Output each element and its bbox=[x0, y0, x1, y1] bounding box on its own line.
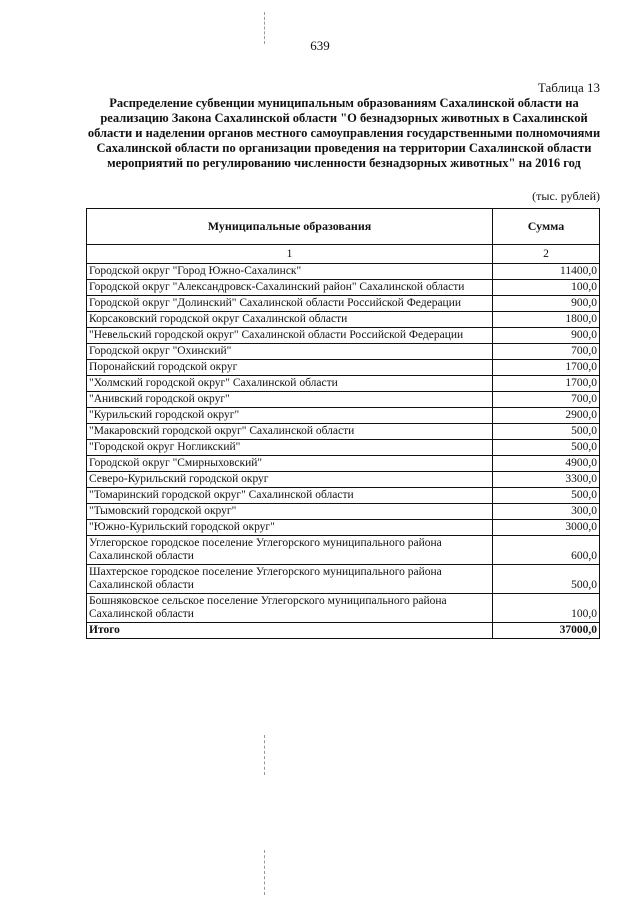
subsidy-amount: 1800,0 bbox=[493, 312, 600, 328]
table-row bbox=[87, 520, 600, 536]
municipality-name: Городской округ "Долинский" Сахалинской области Российской Федерации bbox=[87, 296, 493, 312]
subsidy-amount: 500,0 bbox=[493, 565, 600, 594]
total-label: Итого bbox=[87, 623, 493, 639]
table-row bbox=[87, 594, 600, 623]
page-number: 639 bbox=[310, 38, 330, 53]
municipality-name: Городской округ "Охинский" bbox=[87, 344, 493, 360]
table-row bbox=[87, 424, 600, 440]
subsidy-amount: 4900,0 bbox=[493, 456, 600, 472]
municipality-name: Корсаковский городской округ Сахалинской области bbox=[87, 312, 493, 328]
subsidy-amount: 300,0 bbox=[493, 504, 600, 520]
table-row bbox=[87, 536, 600, 565]
subsidy-amount: 1700,0 bbox=[493, 376, 600, 392]
subsidy-amount: 900,0 bbox=[493, 328, 600, 344]
municipality-name: Городской округ "Смирныховский" bbox=[87, 456, 493, 472]
table-label: Таблица 13 bbox=[537, 80, 600, 95]
subsidy-amount: 3300,0 bbox=[493, 472, 600, 488]
table-row bbox=[87, 456, 600, 472]
municipality-name: "Городской округ Ногликский" bbox=[87, 440, 493, 456]
subsidy-amount: 500,0 bbox=[493, 424, 600, 440]
table-row bbox=[87, 376, 600, 392]
subsidy-amount: 700,0 bbox=[493, 392, 600, 408]
municipality-name: Шахтерское городское поселение Углегорского муниципального района Сахалинской области bbox=[87, 565, 493, 594]
header-amount: Сумма bbox=[493, 209, 600, 245]
column-number-2: 2 bbox=[493, 245, 600, 264]
total-amount: 37000,0 bbox=[493, 623, 600, 639]
subsidy-amount: 900,0 bbox=[493, 296, 600, 312]
municipality-name: "Курильский городской округ" bbox=[87, 408, 493, 424]
subsidy-amount: 500,0 bbox=[493, 488, 600, 504]
municipality-name: "Южно-Курильский городской округ" bbox=[87, 520, 493, 536]
municipality-name: "Невельский городской округ" Сахалинской области Российской Федерации bbox=[87, 328, 493, 344]
municipality-name: "Макаровский городской округ" Сахалинской области bbox=[87, 424, 493, 440]
table-row bbox=[87, 392, 600, 408]
scan-fold-mark-middle bbox=[264, 735, 265, 775]
table-row bbox=[87, 360, 600, 376]
municipality-name: Бошняковское сельское поселение Углегорского муниципального района Сахалинской области bbox=[87, 594, 493, 623]
table-row bbox=[87, 440, 600, 456]
municipality-name: "Тымовский городской округ" bbox=[87, 504, 493, 520]
scan-fold-mark-bottom bbox=[264, 850, 265, 895]
table-header-row bbox=[87, 209, 600, 245]
subsidy-amount: 700,0 bbox=[493, 344, 600, 360]
municipality-name: Поронайский городской округ bbox=[87, 360, 493, 376]
table-row bbox=[87, 344, 600, 360]
subsidy-amount: 11400,0 bbox=[493, 264, 600, 280]
table-row bbox=[87, 488, 600, 504]
table-body bbox=[87, 264, 600, 623]
municipality-name: Городской округ "Александровск-Сахалинский район" Сахалинской области bbox=[87, 280, 493, 296]
scan-fold-mark-top bbox=[264, 12, 265, 44]
subsidy-table bbox=[86, 208, 600, 639]
table-row bbox=[87, 328, 600, 344]
document-title: Распределение субвенции муниципальным образованиям Сахалинской области на реализацию Закона Сахалинской области "О безнадзорных животных в Сахалинской области и наделении органов местного самоуправления государственными полномочиями Сахалинской области по организации проведения на территории Сахалинской области мероприятий по регулированию численности безнадзорных животных" на 2016 год bbox=[87, 96, 601, 170]
subsidy-amount: 500,0 bbox=[493, 440, 600, 456]
unit-label: (тыс. рублей) bbox=[532, 189, 600, 203]
table-row bbox=[87, 296, 600, 312]
table-row bbox=[87, 264, 600, 280]
subsidy-amount: 1700,0 bbox=[493, 360, 600, 376]
subsidy-amount: 3000,0 bbox=[493, 520, 600, 536]
header-municipalities: Муниципальные образования bbox=[87, 209, 493, 245]
municipality-name: "Анивский городской округ" bbox=[87, 392, 493, 408]
table-row bbox=[87, 408, 600, 424]
municipality-name: "Томаринский городской округ" Сахалинской области bbox=[87, 488, 493, 504]
column-number-row bbox=[87, 245, 600, 264]
table-row bbox=[87, 565, 600, 594]
table-row bbox=[87, 280, 600, 296]
municipality-name: Углегорское городское поселение Углегорского муниципального района Сахалинской области bbox=[87, 536, 493, 565]
subsidy-amount: 100,0 bbox=[493, 280, 600, 296]
subsidy-amount: 2900,0 bbox=[493, 408, 600, 424]
total-row bbox=[87, 623, 600, 639]
subsidy-amount: 600,0 bbox=[493, 536, 600, 565]
table-row bbox=[87, 312, 600, 328]
municipality-name: "Холмский городской округ" Сахалинской области bbox=[87, 376, 493, 392]
municipality-name: Городской округ "Город Южно-Сахалинск" bbox=[87, 264, 493, 280]
table-row bbox=[87, 472, 600, 488]
municipality-name: Северо-Курильский городской округ bbox=[87, 472, 493, 488]
table-row bbox=[87, 504, 600, 520]
subsidy-amount: 100,0 bbox=[493, 594, 600, 623]
column-number-1: 1 bbox=[87, 245, 493, 264]
